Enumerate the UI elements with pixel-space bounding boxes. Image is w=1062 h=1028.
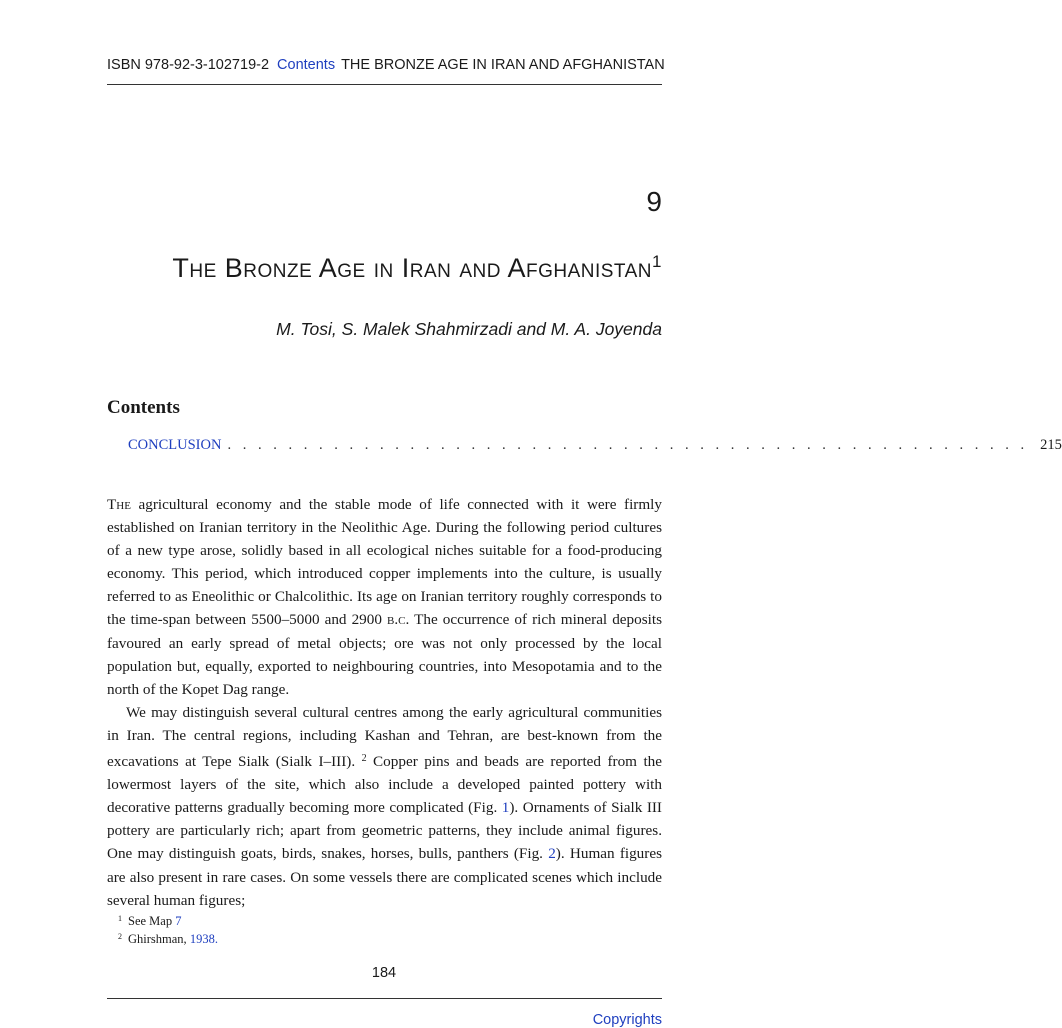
figure-1-link[interactable]: 1 [501,799,510,817]
footnote-2 [118,929,658,947]
paragraph-2-text-c: ). Ornaments of Sialk III pottery are particularly rich; apart from geometric patterns, they include animal figures. One may distinguish goats, birds, snakes, horses, bulls, panthers (Fig. [107,799,662,863]
copyrights-link[interactable]: Copyrights [592,1012,662,1028]
map-link[interactable]: 7 [175,914,182,928]
paragraph-2-text-b: Copper pins and beads are reported from the lowermost layers of the site, which also include a developed painted pottery with decorative patterns gradually becoming more complicated (Fig. [107,753,663,817]
figure-2-link[interactable]: 2 [548,845,556,863]
isbn-text: ISBN 978-92-3-102719-2 [107,57,270,73]
toc-entry-conclusion[interactable] [128,437,1062,454]
footnotes [118,911,658,947]
toc-entry-label[interactable]: CONCLUSION [128,437,222,453]
body-text [107,493,662,912]
toc-leader-dots: . . . . . . . . . . . . . . . . . . . . . . . . . . . . . . . . . . . . . . . . . . . . . . . . . . . . . [227,437,1029,453]
paragraph-1 [107,493,662,701]
citation-link[interactable]: 1938. [189,932,218,946]
chapter-number: 9 [646,186,662,217]
footnote-ref-2[interactable]: 2 [361,753,367,765]
toc-entry-page: 215 [1040,437,1062,453]
running-header [107,57,665,73]
footnote-1 [118,911,658,929]
paragraph-2-text-a: We may distinguish several cultural centres among the early agricultural communities in Iran. The central regions, including Kashan and Tehran, are best-known from the excavations at Tepe Sialk (Sialk I–III). [107,703,662,771]
drop-word: The [107,496,131,513]
paragraph-2 [107,701,662,912]
title-footnote-mark[interactable]: 1 [652,252,662,271]
header-divider [107,84,662,85]
contents-heading: Contents [107,397,180,418]
footnote-mark: 2 [118,932,122,941]
footnote-text: Ghirshman, [128,932,190,946]
running-title: THE BRONZE AGE IN IRAN AND AFGHANISTAN [341,57,665,73]
chapter-authors: M. Tosi, S. Malek Shahmirzadi and M. A. Joyenda [276,319,662,339]
footnote-mark: 1 [118,914,122,923]
chapter-title [142,246,662,284]
paragraph-2-text-d: ). Human figures are also present in rare cases. On some vessels there are complicated scenes which include several human figures; [107,845,662,909]
page-number: 184 [371,965,397,981]
era-abbrev: b.c [387,611,406,629]
chapter-title-text: The Bronze Age in Iran and Afghanistan [172,253,653,283]
footnote-text: See Map [128,914,176,928]
footer-divider [107,998,662,999]
paragraph-1-text: agricultural economy and the stable mode of life connected with it were firmly established on Iranian territory in the Neolithic Age. During the following period cultures of a new type arose, solidly based in all ecological niches suitable for a food-producing economy. This period, which introduced copper implements into the culture, is usually referred to as Eneolithic or Chalcolithic. Its age on Iranian territory roughly corresponds to the time-span between 5500–5000 and 2900 [107,496,662,629]
contents-link[interactable]: Contents [277,57,336,73]
paragraph-1-end: . The occurrence of rich mineral deposits favoured an early spread of metal objects; ore was not only processed by the local population but, equally, exported to neighbouring countries, into Mesopotamia and to the north of the Kopet Dag range. [107,611,662,698]
